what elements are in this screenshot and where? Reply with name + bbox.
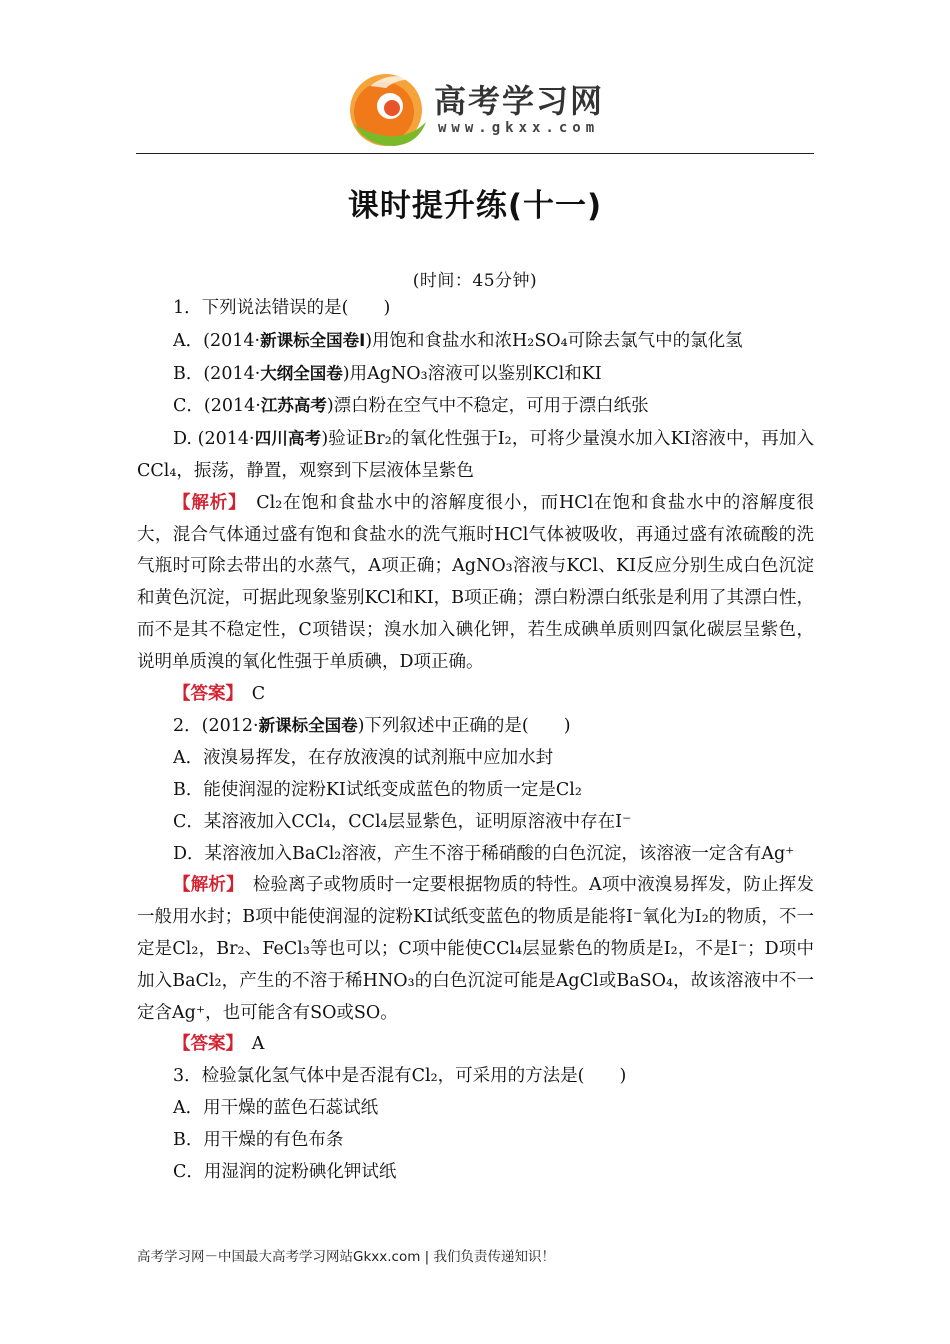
q1-option-a: A．(2014·新课标全国卷Ⅰ)用饱和食盐水和浓H₂SO₄可除去氯气中的氯化氢 <box>173 330 743 351</box>
q3-option-a: A．用干燥的蓝色石蕊试纸 <box>173 1097 379 1118</box>
analysis-tag: 【解析】 <box>173 875 236 896</box>
site-logo[interactable] <box>346 66 616 150</box>
document-body <box>137 293 814 1188</box>
q2-option-c: C．某溶液加入CCl₄，CCl₄层显紫色，证明原溶液中存在I⁻ <box>173 811 632 832</box>
q2-answer: 【答案】 A <box>173 1034 265 1055</box>
header-divider <box>136 153 814 154</box>
q1-analysis: 【解析】 Cl₂在饱和食盐水中的溶解度很小，而HCl在饱和食盐水中的溶解度很大，混合气体通过盛有饱和食盐水的洗气瓶时HCl气体被吸收，再通过盛有浓硫酸的洗气瓶时可除去带出的水蒸气，A项正确；AgNO₃溶液与KCl、KI反应分别生成白色沉淀和黄色沉淀，可据此现象鉴别KCl和KI，B项正确；漂白粉漂白纸张是利用了其漂白性，而不是其不稳定性，C项错误；溴水加入碘化钾，若生成碘单质则四氯化碳层呈紫色，说明单质溴的氧化性强于单质碘，D项正确。 <box>137 492 815 672</box>
q2-source: 新课标全国卷 <box>258 716 358 736</box>
page-footer: 高考学习网－中国最大高考学习网站Gkxx.com | 我们负责传递知识！ <box>137 1249 556 1265</box>
q2-stem: 2．(2012·新课标全国卷)下列叙述中正确的是( ) <box>173 716 571 737</box>
time-limit: (时间：45分钟) <box>412 271 538 291</box>
logo-url: www.gkxx.com <box>438 120 600 136</box>
logo-swirl-icon <box>346 66 432 150</box>
q1-answer: 【答案】 C <box>173 683 266 704</box>
q1-stem: 1．下列说法错误的是( ) <box>173 298 391 318</box>
q1-b-source: 大纲全国卷 <box>260 363 343 383</box>
q1-a-source: 新课标全国卷Ⅰ <box>260 330 366 350</box>
q3-option-b: B．用干燥的有色布条 <box>173 1129 344 1150</box>
q3-stem: 3．检验氯化氢气体中是否混有Cl₂，可采用的方法是( ) <box>173 1066 627 1087</box>
q2-analysis: 【解析】 检验离子或物质时一定要根据物质的特性。A项中液溴易挥发，防止挥发一般用水封；B项中能使润湿的淀粉KI试纸变蓝色的物质是能将I⁻氧化为I₂的物质，不一定是Cl₂，Br₂、FeCl₃等也可以；C项中能使CCl₄层显紫色的物质是I₂，不是I⁻；D项中加入BaCl₂，产生的不溶于稀HNO₃的白色沉淀可能是AgCl或BaSO₄，故该溶液中不一定含Ag⁺，也可能含有SO或SO。 <box>137 875 815 1023</box>
q3-option-c: C．用湿润的淀粉碘化钾试纸 <box>173 1161 397 1182</box>
q2-option-a: A．液溴易挥发，在存放液溴的试剂瓶中应加水封 <box>173 748 554 769</box>
answer-tag: 【答案】 <box>173 683 235 704</box>
analysis-tag: 【解析】 <box>173 492 238 513</box>
q1-d-source: 四川高考 <box>254 429 322 449</box>
q1-option-d: D. (2014·四川高考)验证Br₂的氧化性强于I₂，可将少量溴水加入KI溶液中，再加入CCl₄，振荡，静置，观察到下层液体呈紫色 <box>137 429 815 481</box>
q1-option-c: C．(2014·江苏高考)漂白粉在空气中不稳定，可用于漂白纸张 <box>173 396 649 417</box>
q2-option-b: B．能使润湿的淀粉KI试纸变成蓝色的物质一定是Cl₂ <box>173 779 582 800</box>
q2-option-d: D．某溶液加入BaCl₂溶液，产生不溶于稀硝酸的白色沉淀，该溶液一定含有Ag⁺ <box>173 843 795 864</box>
q1-c-source: 江苏高考 <box>260 396 327 416</box>
page-title: 课时提升练(十一) <box>347 188 603 224</box>
logo-name: 高考学习网 <box>434 82 605 120</box>
answer-tag: 【答案】 <box>173 1034 235 1055</box>
q1-option-b: B．(2014·大纲全国卷)用AgNO₃溶液可以鉴别KCl和KI <box>173 363 602 384</box>
